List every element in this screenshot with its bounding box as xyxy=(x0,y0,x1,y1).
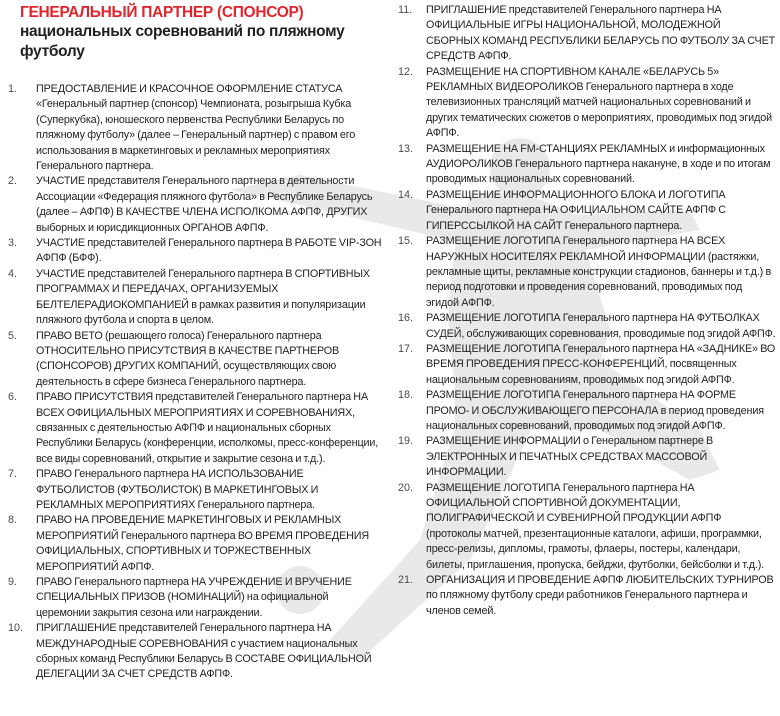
item-text: РАЗМЕЩЕНИЕ НА FM-СТАНЦИЯХ РЕКЛАМНЫХ и информационных АУДИОРОЛИКОВ Генерального партнера накануне, в ходе и по итогам проводимых национальных соревнований. xyxy=(426,142,771,186)
item-text: УЧАСТИЕ представителя Генерального партнера в деятельности Ассоциации «Федерация пляжного футбола» в Республике Беларусь (далее – АФПФ) В КАЧЕСТВЕ ЧЛЕНА ИСПОЛКОМА АФПФ, ДРУГИХ выборных и юрисдикционных ОРГАНОВ АФПФ. xyxy=(36,175,373,234)
item-text: ПРИГЛАШЕНИЕ представителей Генерального партнера НА МЕЖДУНАРОДНЫЕ СОРЕВНОВАНИЯ с участием национальных сборных команд Республики Беларусь В СОСТАВЕ ОФИЦИАЛЬНОЙ ДЕЛЕГАЦИИ ЗА СЧЕТ СРЕДСТВ АФПФ. xyxy=(36,622,372,681)
item-number: 3. xyxy=(8,237,18,250)
item-text: РАЗМЕЩЕНИЕ ЛОГОТИПА Генерального партнера НА ФОРМЕ ПРОМО- И ОБСЛУЖИВАЮЩЕГО ПЕРСОНАЛА в период проведения национальных соревнований, проводимых под эгидой АФПФ. xyxy=(426,389,764,432)
list-item xyxy=(8,621,384,683)
item-text: РАЗМЕЩЕНИЕ ЛОГОТИПА Генерального партнера НА «ЗАДНИКЕ» ВО ВРЕМЯ ПРОВЕДЕНИЯ ПРЕСС-КОНФЕРЕНЦИЙ, посвященных национальным соревнованиям, проводимых под эгидой АФПФ. xyxy=(426,342,776,386)
item-text: РАЗМЕЩЕНИЕ ЛОГОТИПА Генерального партнера НА ФУТБОЛКАХ СУДЕЙ, обслуживающих соревнования, проводимые под эгидой АФПФ. xyxy=(426,312,776,340)
list-item xyxy=(8,82,384,174)
list-item xyxy=(398,142,776,188)
item-text: РАЗМЕЩЕНИЕ ИНФОРМАЦИОННОГО БЛОКА И ЛОГОТИПА Генерального партнера НА ОФИЦИАЛЬНОМ САЙТЕ АФПФ С ГИПЕРССЫЛКОЙ НА САЙТ Генерального партнера. xyxy=(426,188,726,232)
item-text: РАЗМЕЩЕНИЕ НА СПОРТИВНОМ КАНАЛЕ «БЕЛАРУСЬ 5» РЕКЛАМНЫХ ВИДЕОРОЛИКОВ Генерального партнера в ходе телевизионных трансляций матчей национальных соревнований и других тематических сюжетов о мероприятиях, проводимых под эгидой АФПФ. xyxy=(426,65,772,140)
item-text: РАЗМЕЩЕНИЕ ЛОГОТИПА Генерального партнера НА ОФИЦИАЛЬНОЙ СПОРТИВНОЙ ДОКУМЕНТАЦИИ, ПОЛИГРАФИЧЕСКОЙ И СУВЕНИРНОЙ ПРОДУКЦИИ АФПФ (протоколы матчей, презентационные каталоги, афиши, программки, пресс-релизы, дипломы, грамоты, флаеры, постеры, календари, билеты, приглашения, пропуска, бейджи, футболки, бейсболки и т.д.). xyxy=(426,481,764,571)
item-number: 11. xyxy=(398,4,413,16)
item-text: ПРАВО НА ПРОВЕДЕНИЕ МАРКЕТИНГОВЫХ И РЕКЛАМНЫХ МЕРОПРИЯТИЙ Генерального партнера ВО ВРЕМЯ ПРОВЕДЕНИЯ ОФИЦИАЛЬНЫХ, СПОРТИВНЫХ И ТОРЖЕСТВЕННЫХ МЕРОПРИЯТИЙ АФПФ. xyxy=(36,514,370,573)
item-text: ПРЕДОСТАВЛЕНИЕ И КРАСОЧНОЕ ОФОРМЛЕНИЕ СТАТУСА «Генеральный партнер (спонсор) Чемпионата, розыгрыша Кубка (Суперкубка), юношеского первенства Республики Беларусь по пляжному футболу» (далее – Генеральный партнер) с правом его использования в маркетинговых и рекламных мероприятиях Генерального партнера. xyxy=(36,83,356,173)
list-item xyxy=(8,575,384,621)
list-item xyxy=(398,188,776,234)
item-number: 6. xyxy=(8,391,18,404)
page-title xyxy=(20,3,390,62)
item-number: 10. xyxy=(8,622,24,635)
list-item xyxy=(398,234,776,311)
list-item xyxy=(8,329,384,391)
item-number: 9. xyxy=(8,576,18,588)
item-text: ПРАВО ПРИСУТСТВИЯ представителей Генерального партнера НА ВСЕХ ОФИЦИАЛЬНЫХ МЕРОПРИЯТИЯХ И СОРЕВНОВАНИЯХ, связанных с деятельностью АФПФ и национальных сборных Республики Беларусь (конференции, исполкомы, пресс-конференции, все виды соревнований, открытие и закрытие сезона и т.д.). xyxy=(36,391,379,465)
list-item xyxy=(398,3,776,65)
item-number: 14. xyxy=(398,188,414,201)
item-number: 4. xyxy=(8,267,18,280)
item-number: 5. xyxy=(8,329,18,342)
item-number: 16. xyxy=(398,312,414,325)
item-number: 7. xyxy=(8,468,18,481)
item-text: ПРИГЛАШЕНИЕ представителей Генерального партнера НА ОФИЦИАЛЬНЫЕ ИГРЫ НАЦИОНАЛЬНОЙ, МОЛОДЕЖНОЙ СБОРНЫХ КОМАНД РЕСПУБЛИКИ БЕЛАРУСЬ ПО ФУТБОЛУ ЗА СЧЕТ СРЕДСТВ АФПФ. xyxy=(426,4,776,63)
item-text: ОРГАНИЗАЦИЯ И ПРОВЕДЕНИЕ АФПФ ЛЮБИТЕЛЬСКИХ ТУРНИРОВ по пляжному футболу среди работников Генерального партнера и членов семей. xyxy=(426,574,774,617)
item-text: РАЗМЕЩЕНИЕ ЛОГОТИПА Генерального партнера НА ВСЕХ НАРУЖНЫХ НОСИТЕЛЯХ РЕКЛАМНОЙ ИНФОРМАЦИИ (растяжки, рекламные щиты, рекламные конструкции стадионов, баннеры и т.д.) в период подготовки и проведения соревнований, проводимых под эгидой АФПФ. xyxy=(426,235,772,309)
item-text: УЧАСТИЕ представителей Генерального партнера В РАБОТЕ VIP-ЗОН АФПФ (БФФ). xyxy=(36,237,382,265)
item-text: УЧАСТИЕ представителей Генерального партнера В СПОРТИВНЫХ ПРОГРАММАХ И ПЕРЕДАЧАХ, ОРГАНИЗУЕМЫХ БЕЛТЕЛЕРАДИОКОМПАНИЕЙ в рамках развития и популяризации пляжного футбола и спорта в целом. xyxy=(36,267,370,327)
title-sponsor-status: ГЕНЕРАЛЬНЫЙ ПАРТНЕР (СПОНСОР) xyxy=(20,4,304,21)
item-number: 17. xyxy=(398,342,414,355)
item-text: РАЗМЕЩЕНИЕ ИНФОРМАЦИИ о Генеральном партнере В ЭЛЕКТРОННЫХ И ПЕЧАТНЫХ СРЕДСТВАХ МАССОВОЙ ИНФОРМАЦИИ. xyxy=(426,435,714,479)
list-item xyxy=(398,434,776,480)
list-item xyxy=(398,342,776,388)
item-text: ПРАВО Генерального партнера НА УЧРЕЖДЕНИЕ И ВРУЧЕНИЕ СПЕЦИАЛЬНЫХ ПРИЗОВ (НОМИНАЦИЙ) на официальной церемонии закрытия сезона или награждении. xyxy=(36,576,352,619)
list-item xyxy=(398,573,776,619)
list-item xyxy=(8,390,384,467)
item-number: 19. xyxy=(398,435,414,448)
item-number: 13. xyxy=(398,142,414,155)
list-item xyxy=(8,513,384,575)
item-number: 2. xyxy=(8,175,18,188)
item-number: 21. xyxy=(398,574,414,587)
list-item xyxy=(398,65,776,142)
item-number: 12. xyxy=(398,65,414,78)
list-item xyxy=(398,311,776,342)
list-item xyxy=(8,236,384,267)
list-item xyxy=(8,267,384,329)
benefits-list-right xyxy=(398,3,776,619)
list-item xyxy=(8,174,384,236)
benefits-list-left xyxy=(8,82,384,683)
list-item xyxy=(398,481,776,573)
item-number: 18. xyxy=(398,389,414,402)
item-number: 20. xyxy=(398,481,414,494)
list-item xyxy=(398,388,776,434)
item-number: 1. xyxy=(8,83,18,95)
list-item xyxy=(8,467,384,513)
item-number: 15. xyxy=(398,235,414,248)
title-subtitle: национальных соревнований по пляжному футболу xyxy=(20,23,345,60)
item-text: ПРАВО ВЕТО (решающего голоса) Генерального партнера ОТНОСИТЕЛЬНО ПРИСУТСТВИЯ В КАЧЕСТВЕ ПАРТНЕРОВ (СПОНСОРОВ) ДРУГИХ КОМПАНИЙ, осуществляющих свою деятельность в сфере бизнеса Генерального партнера. xyxy=(36,329,340,388)
item-number: 8. xyxy=(8,514,18,527)
item-text: ПРАВО Генерального партнера НА ИСПОЛЬЗОВАНИЕ ФУТБОЛИСТОВ (ФУТБОЛИСТОК) В МАРКЕТИНГОВЫХ И РЕКЛАМНЫХ МЕРОПРИЯТИЯХ Генерального партнера. xyxy=(36,468,319,511)
